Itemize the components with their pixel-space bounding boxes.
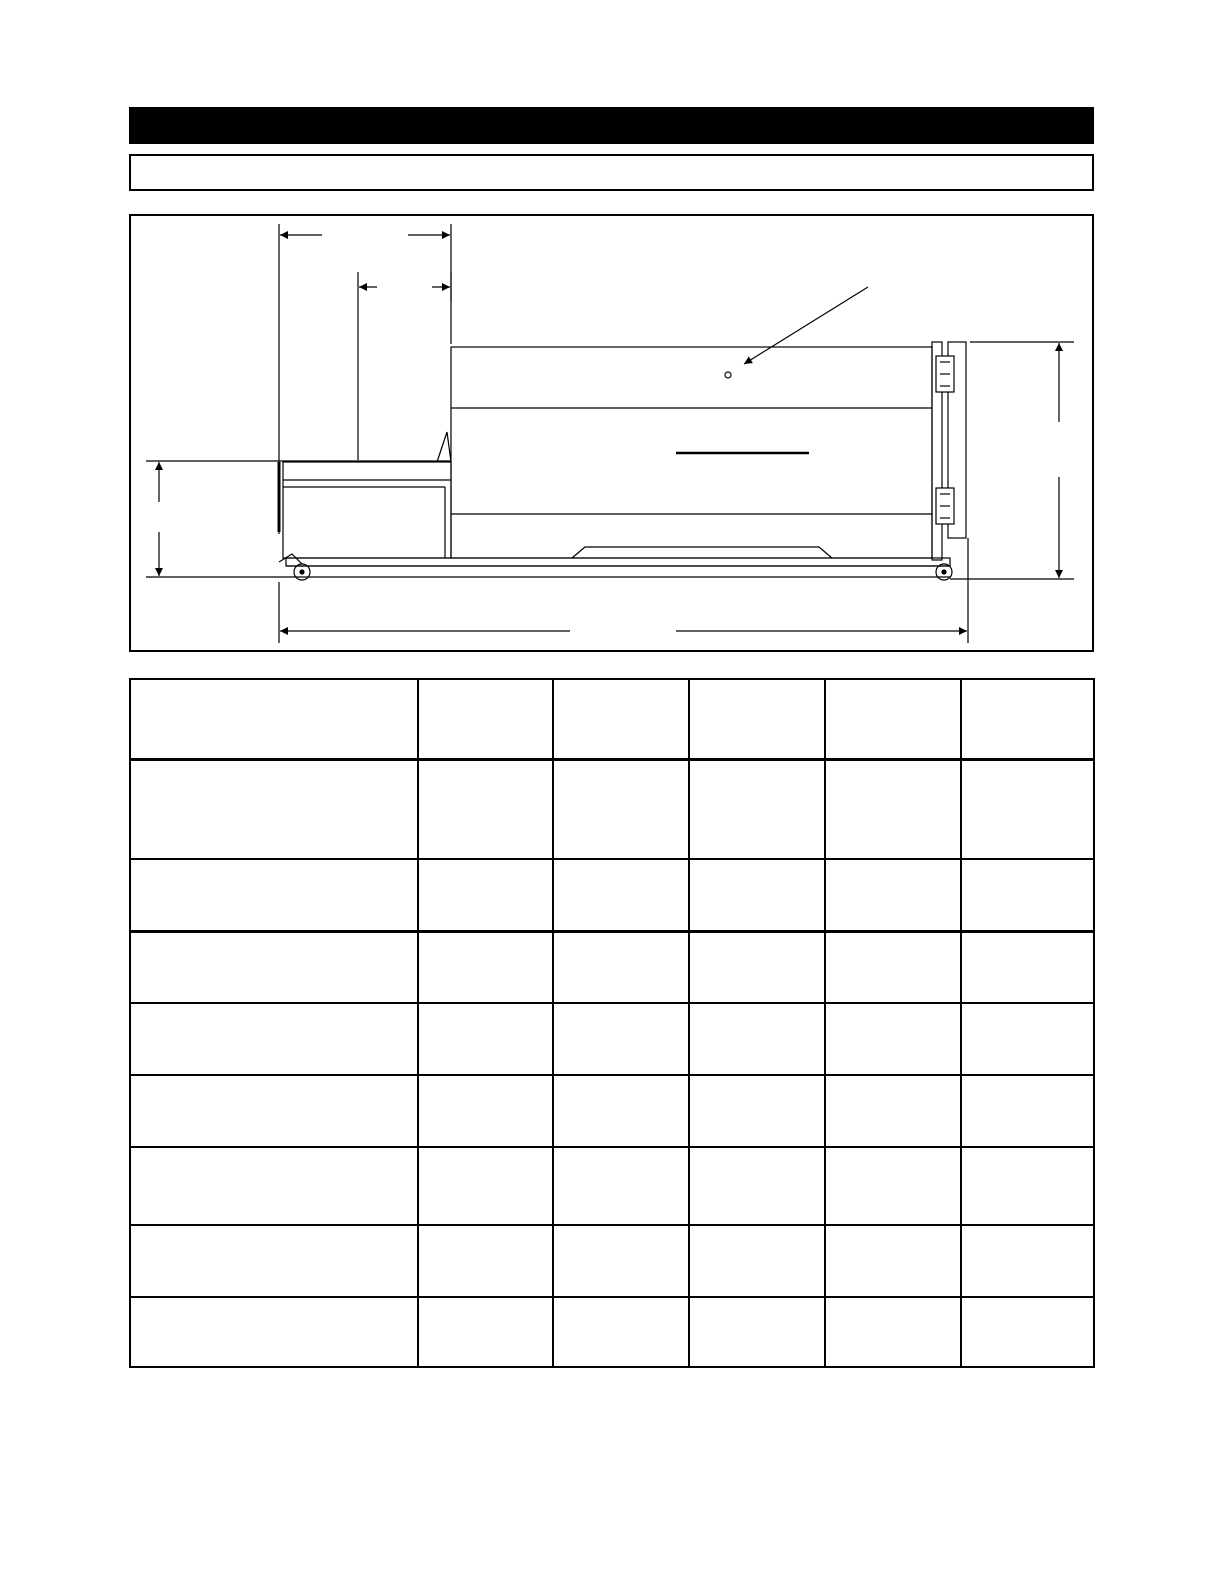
table-cell — [825, 759, 961, 859]
top-dimension-inner — [358, 272, 451, 460]
page-subheader-box — [129, 154, 1094, 191]
table-cell — [418, 1003, 552, 1075]
table-cell — [553, 1225, 689, 1297]
overall-length-dimension — [279, 538, 968, 643]
column-header — [418, 679, 552, 759]
front-shelf — [279, 432, 451, 558]
table-cell — [961, 1297, 1094, 1367]
row-label — [130, 1297, 418, 1367]
row-label — [130, 1003, 418, 1075]
table-row — [130, 859, 1094, 931]
column-header — [961, 679, 1094, 759]
table-cell — [418, 1225, 552, 1297]
table-cell — [961, 1147, 1094, 1225]
table-row — [130, 1147, 1094, 1225]
table-cell — [689, 931, 825, 1003]
table-cell — [689, 1225, 825, 1297]
column-header — [553, 679, 689, 759]
table-cell — [825, 1225, 961, 1297]
base-platform — [279, 547, 952, 580]
table-cell — [689, 1147, 825, 1225]
specification-table — [129, 678, 1095, 1368]
table-cell — [961, 1003, 1094, 1075]
table-cell — [553, 759, 689, 859]
table-row — [130, 1225, 1094, 1297]
table-cell — [418, 1147, 552, 1225]
table-cell — [825, 1075, 961, 1147]
table-cell — [825, 1297, 961, 1367]
table-cell — [825, 1003, 961, 1075]
table-cell — [689, 859, 825, 931]
table-cell — [961, 859, 1094, 931]
table-cell — [553, 859, 689, 931]
table-row — [130, 1075, 1094, 1147]
table-cell — [689, 1003, 825, 1075]
technical-drawing-frame — [129, 214, 1094, 652]
table-cell — [689, 1297, 825, 1367]
table-cell — [689, 759, 825, 859]
page-header-bar — [129, 107, 1094, 144]
table-cell — [418, 931, 552, 1003]
callout-arrow — [725, 287, 868, 378]
table-cell — [553, 1075, 689, 1147]
table-cell — [961, 931, 1094, 1003]
row-label — [130, 1075, 418, 1147]
table-cell — [689, 1075, 825, 1147]
rear-door-hinges — [932, 342, 966, 560]
table-cell — [418, 759, 552, 859]
table-cell — [825, 1147, 961, 1225]
table-row — [130, 1003, 1094, 1075]
table-cell — [553, 1297, 689, 1367]
table-row — [130, 759, 1094, 859]
cabinet-body — [451, 347, 932, 558]
row-label — [130, 931, 418, 1003]
table-cell — [418, 1297, 552, 1367]
row-label — [130, 1225, 418, 1297]
table-cell — [418, 1075, 552, 1147]
table-row — [130, 931, 1094, 1003]
table-cell — [553, 931, 689, 1003]
table-cell — [825, 931, 961, 1003]
left-height-dimension — [146, 461, 451, 577]
side-elevation-drawing — [131, 216, 1092, 650]
row-label — [130, 759, 418, 859]
table-header-row — [130, 679, 1094, 759]
table-cell — [553, 1147, 689, 1225]
column-header — [130, 679, 418, 759]
row-label — [130, 859, 418, 931]
table-cell — [553, 1003, 689, 1075]
table-row — [130, 1297, 1094, 1367]
column-header — [825, 679, 961, 759]
table-cell — [825, 859, 961, 931]
table-cell — [961, 1075, 1094, 1147]
table-cell — [418, 859, 552, 931]
column-header — [689, 679, 825, 759]
table-cell — [961, 759, 1094, 859]
row-label — [130, 1147, 418, 1225]
table-cell — [961, 1225, 1094, 1297]
